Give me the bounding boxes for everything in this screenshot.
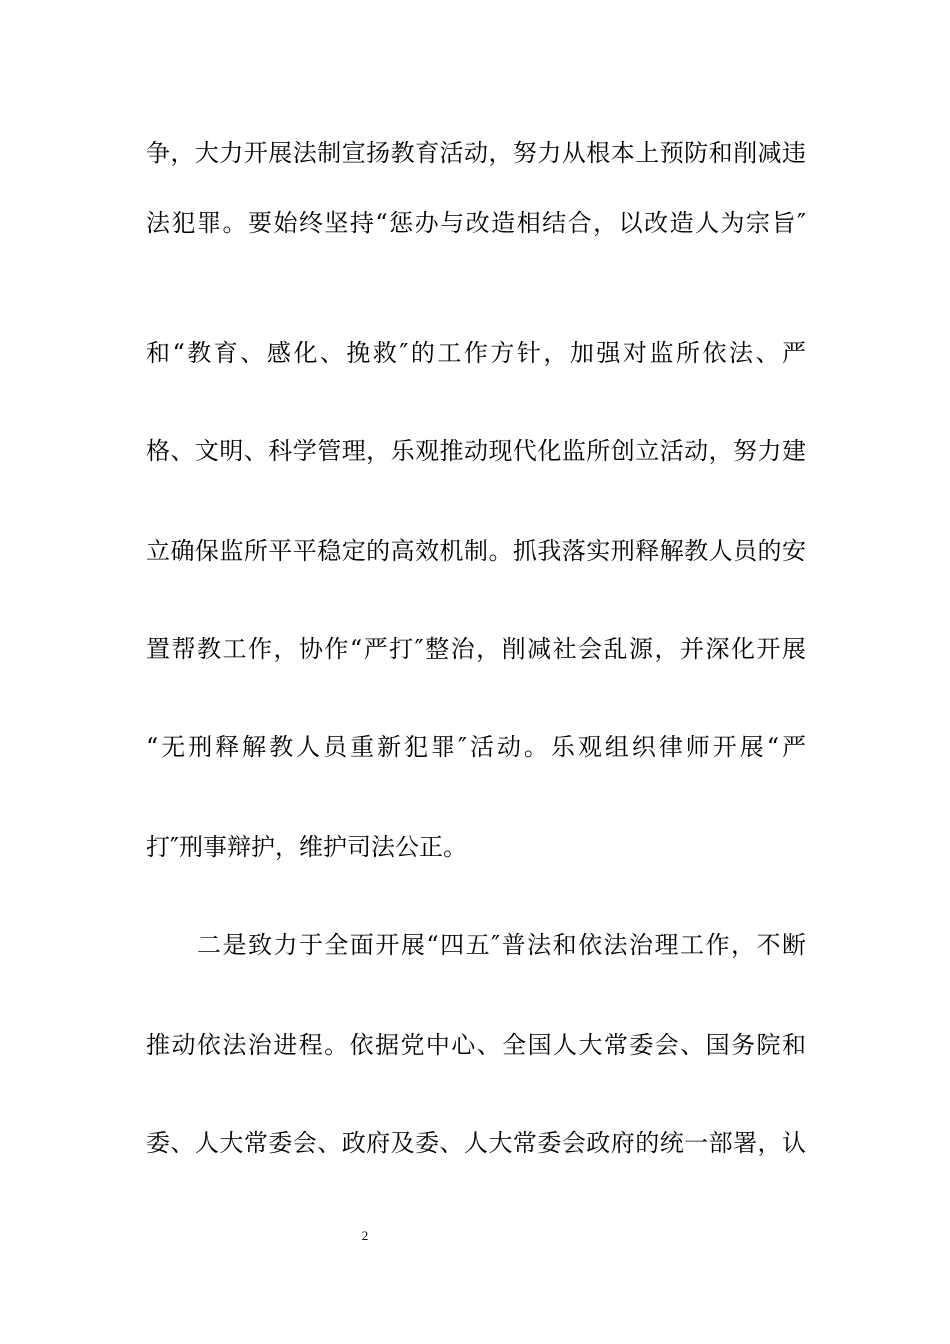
paragraph-line: “无刑释解教人员重新犯罪″活动。乐观组织律师开展“严 (146, 733, 806, 761)
paragraph-line: 二是致力于全面开展“四五″普法和依法治理工作，不断 (146, 931, 806, 959)
paragraph-line: 法犯罪。要始终坚持“惩办与改造相结合，以改造人为宗旨″ (146, 209, 806, 237)
paragraph-line: 推动依法治进程。依据党中心、全国人大常委会、国务院和 (146, 1031, 806, 1059)
paragraph-line: 打″刑事辩护，维护司法公正。 (146, 833, 467, 861)
page-number: 2 (361, 1228, 369, 1243)
paragraph-line: 争，大力开展法制宣扬教育活动，努力从根本上预防和削减违 (146, 139, 806, 167)
paragraph-line: 格、文明、科学管理，乐观推动现代化监所创立活动，努力建 (146, 437, 806, 465)
paragraph-line: 置帮教工作，协作“严打″整治，削减社会乱源，并深化开展 (146, 635, 806, 663)
paragraph-line: 和“教育、感化、挽救″的工作方针，加强对监所依法、严 (146, 339, 806, 367)
paragraph-line: 立确保监所平平稳定的高效机制。抓我落实刑释解教人员的安 (146, 537, 806, 565)
paragraph-line: 委、人大常委会、政府及委、人大常委会政府的统一部署，认 (146, 1129, 806, 1157)
